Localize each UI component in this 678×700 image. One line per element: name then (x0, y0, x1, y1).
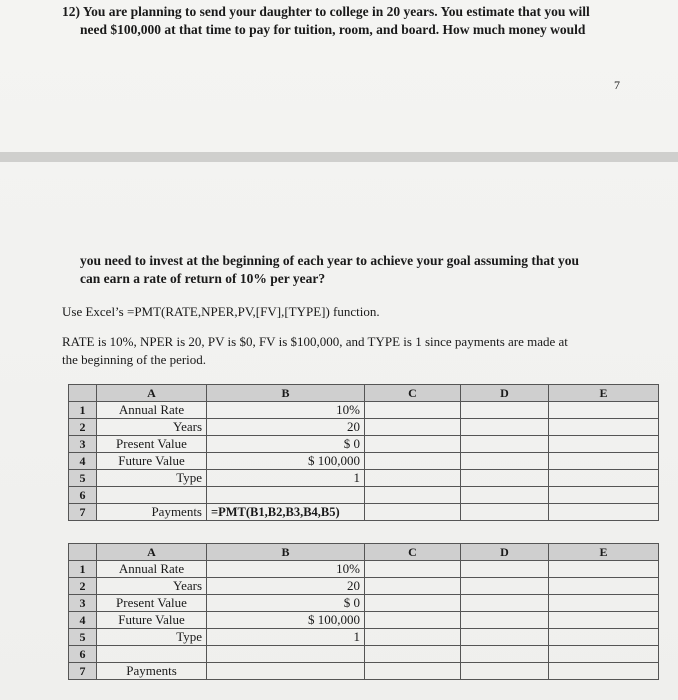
value-cell: $ 0 (207, 436, 365, 453)
value-cell: 10% (207, 402, 365, 419)
corner-cell (69, 544, 97, 561)
column-header-e: E (549, 385, 659, 402)
row-number: 2 (69, 419, 97, 436)
row-number: 1 (69, 402, 97, 419)
label-cell: Years (97, 578, 207, 595)
column-header-a: A (97, 544, 207, 561)
page-number: 7 (614, 78, 620, 92)
value-cell: 20 (207, 578, 365, 595)
column-header-a: A (97, 385, 207, 402)
label-cell: Annual Rate (97, 402, 207, 419)
table-row (69, 453, 659, 470)
row-number: 3 (69, 595, 97, 612)
formula-cell: =PMT(B1,B2,B3,B4,B5) (207, 504, 365, 521)
question-line-1: 12) You are planning to send your daughter to college in 20 years. You estimate that you will (62, 4, 590, 19)
table-row (69, 402, 659, 419)
label-cell: Future Value (97, 612, 207, 629)
value-cell: $ 100,000 (207, 612, 365, 629)
column-header-c: C (365, 544, 461, 561)
table-row (69, 629, 659, 646)
table-row (69, 612, 659, 629)
label-cell: Present Value (97, 595, 207, 612)
value-cell: 20 (207, 419, 365, 436)
row-number: 7 (69, 663, 97, 680)
question-line-3: you need to invest at the beginning of each year to achieve your goal assuming that you (80, 253, 580, 268)
column-header-e: E (549, 544, 659, 561)
page-break-band (0, 152, 678, 162)
value-cell: 1 (207, 470, 365, 487)
row-number: 4 (69, 453, 97, 470)
value-cell: 1 (207, 629, 365, 646)
spreadsheet-with-formula (68, 384, 659, 521)
corner-cell (69, 385, 97, 402)
question-line-4: can earn a rate of return of 10% per year? (80, 271, 326, 286)
question-line-2: need $100,000 at that time to pay for tuition, room, and board. How much money would (80, 22, 586, 37)
answer-cell[interactable] (207, 663, 365, 680)
row-number: 7 (69, 504, 97, 521)
table-row (69, 436, 659, 453)
column-header-b: B (207, 385, 365, 402)
value-cell: $ 100,000 (207, 453, 365, 470)
table-row (69, 419, 659, 436)
label-cell: Present Value (97, 436, 207, 453)
column-header-d: D (461, 544, 549, 561)
row-number: 1 (69, 561, 97, 578)
label-cell: Type (97, 629, 207, 646)
table-row (69, 470, 659, 487)
table-row (69, 663, 659, 680)
row-number: 4 (69, 612, 97, 629)
row-number: 5 (69, 629, 97, 646)
column-header-d: D (461, 385, 549, 402)
excel-function-instruction: Use Excel’s =PMT(RATE,NPER,PV,[FV],[TYPE]) function. (62, 304, 380, 319)
label-cell: Future Value (97, 453, 207, 470)
label-cell: Type (97, 470, 207, 487)
row-number: 2 (69, 578, 97, 595)
column-header-row (69, 385, 659, 402)
spreadsheet-blank-payments (68, 543, 659, 680)
table-row (69, 487, 659, 504)
table-row (69, 578, 659, 595)
row-number: 6 (69, 487, 97, 504)
table-row (69, 504, 659, 521)
row-number: 5 (69, 470, 97, 487)
params-line-1: RATE is 10%, NPER is 20, PV is $0, FV is $100,000, and TYPE is 1 since payments are made at (62, 334, 568, 349)
row-number: 3 (69, 436, 97, 453)
label-cell: Payments (97, 504, 207, 521)
value-cell: $ 0 (207, 595, 365, 612)
table-row (69, 646, 659, 663)
label-cell: Years (97, 419, 207, 436)
row-number: 6 (69, 646, 97, 663)
column-header-c: C (365, 385, 461, 402)
table-row (69, 595, 659, 612)
label-cell: Payments (97, 663, 207, 680)
params-line-2: the beginning of the period. (62, 352, 207, 367)
table-row (69, 561, 659, 578)
column-header-b: B (207, 544, 365, 561)
label-cell: Annual Rate (97, 561, 207, 578)
value-cell: 10% (207, 561, 365, 578)
column-header-row (69, 544, 659, 561)
